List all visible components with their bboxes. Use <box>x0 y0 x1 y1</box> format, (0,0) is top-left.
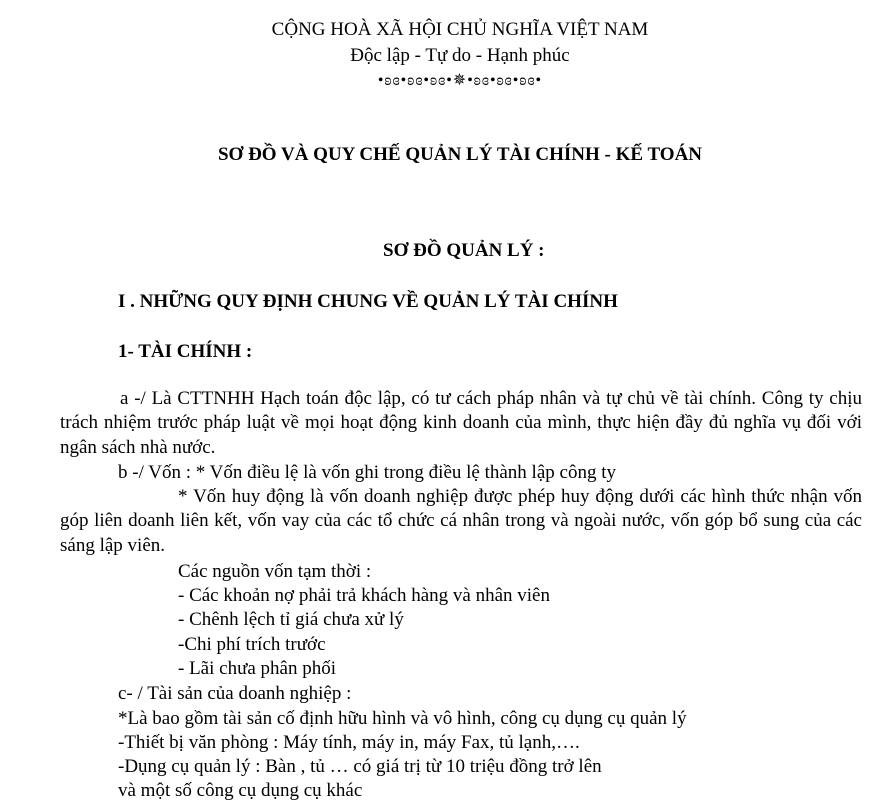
document-title: SƠ ĐỒ VÀ QUY CHẾ QUẢN LÝ TÀI CHÍNH - KẾ TOÁN <box>217 144 703 165</box>
temp-sources-title: Các nguồn vốn tạm thời : <box>178 561 372 582</box>
asset-line: và một số công cụ dụng cụ khác <box>118 780 363 801</box>
list-item: -Chi phí trích trước <box>178 634 326 655</box>
paragraph-a <box>60 387 862 460</box>
paragraph-a-text: a -/ Là CTTNHH Hạch toán độc lập, có tư cách pháp nhân và tự chủ về tài chính. Công ty chịu trách nhiệm trước pháp luật về mọi hoạt động kinh doanh của mình, thực hiện đầy đủ nghĩa vụ đối với ngân sách nhà nước. <box>60 388 862 458</box>
line-c-assets: c- / Tài sản của doanh nghiệp : <box>118 683 352 704</box>
paragraph-b2 <box>60 485 862 558</box>
paragraph-b2-text: * Vốn huy động là vốn doanh nghiệp được phép huy động dưới các hình thức nhận vốn góp liên doanh liên kết, vốn vay của các tổ chức cá nhân trong và ngoài nước, vốn góp bổ sung của các sáng lập viên. <box>60 486 862 556</box>
national-motto: Độc lập - Tự do - Hạnh phúc <box>350 45 570 66</box>
country-name: CỘNG HOÀ XÃ HỘI CHỦ NGHĨA VIỆT NAM <box>271 19 649 40</box>
asset-line: -Dụng cụ quản lý : Bàn , tủ … có giá trị từ 10 triệu đồng trở lên <box>118 756 602 777</box>
asset-line: *Là bao gồm tài sản cố định hữu hình và vô hình, công cụ dụng cụ quản lý <box>118 708 687 729</box>
list-item: - Các khoản nợ phải trả khách hàng và nhân viên <box>178 585 550 606</box>
list-item: - Lãi chưa phân phối <box>178 658 337 679</box>
document-subtitle: SƠ ĐỒ QUẢN LÝ : <box>383 240 545 261</box>
asset-line: -Thiết bị văn phòng : Máy tính, máy in, máy Fax, tủ lạnh,…. <box>118 732 580 753</box>
ornament-divider: •ʚɞ•ʚɞ•ʚɞ•✵•ʚɞ•ʚɞ•ʚɞ• <box>377 72 543 89</box>
line-b-capital: b -/ Vốn : * Vốn điều lệ là vốn ghi trong điều lệ thành lập công ty <box>118 462 616 483</box>
list-item: - Chênh lệch tỉ giá chưa xử lý <box>178 609 404 630</box>
section-heading: I . NHỮNG QUY ĐỊNH CHUNG VỀ QUẢN LÝ TÀI CHÍNH <box>118 291 618 312</box>
subsection-heading: 1- TÀI CHÍNH : <box>118 341 253 362</box>
